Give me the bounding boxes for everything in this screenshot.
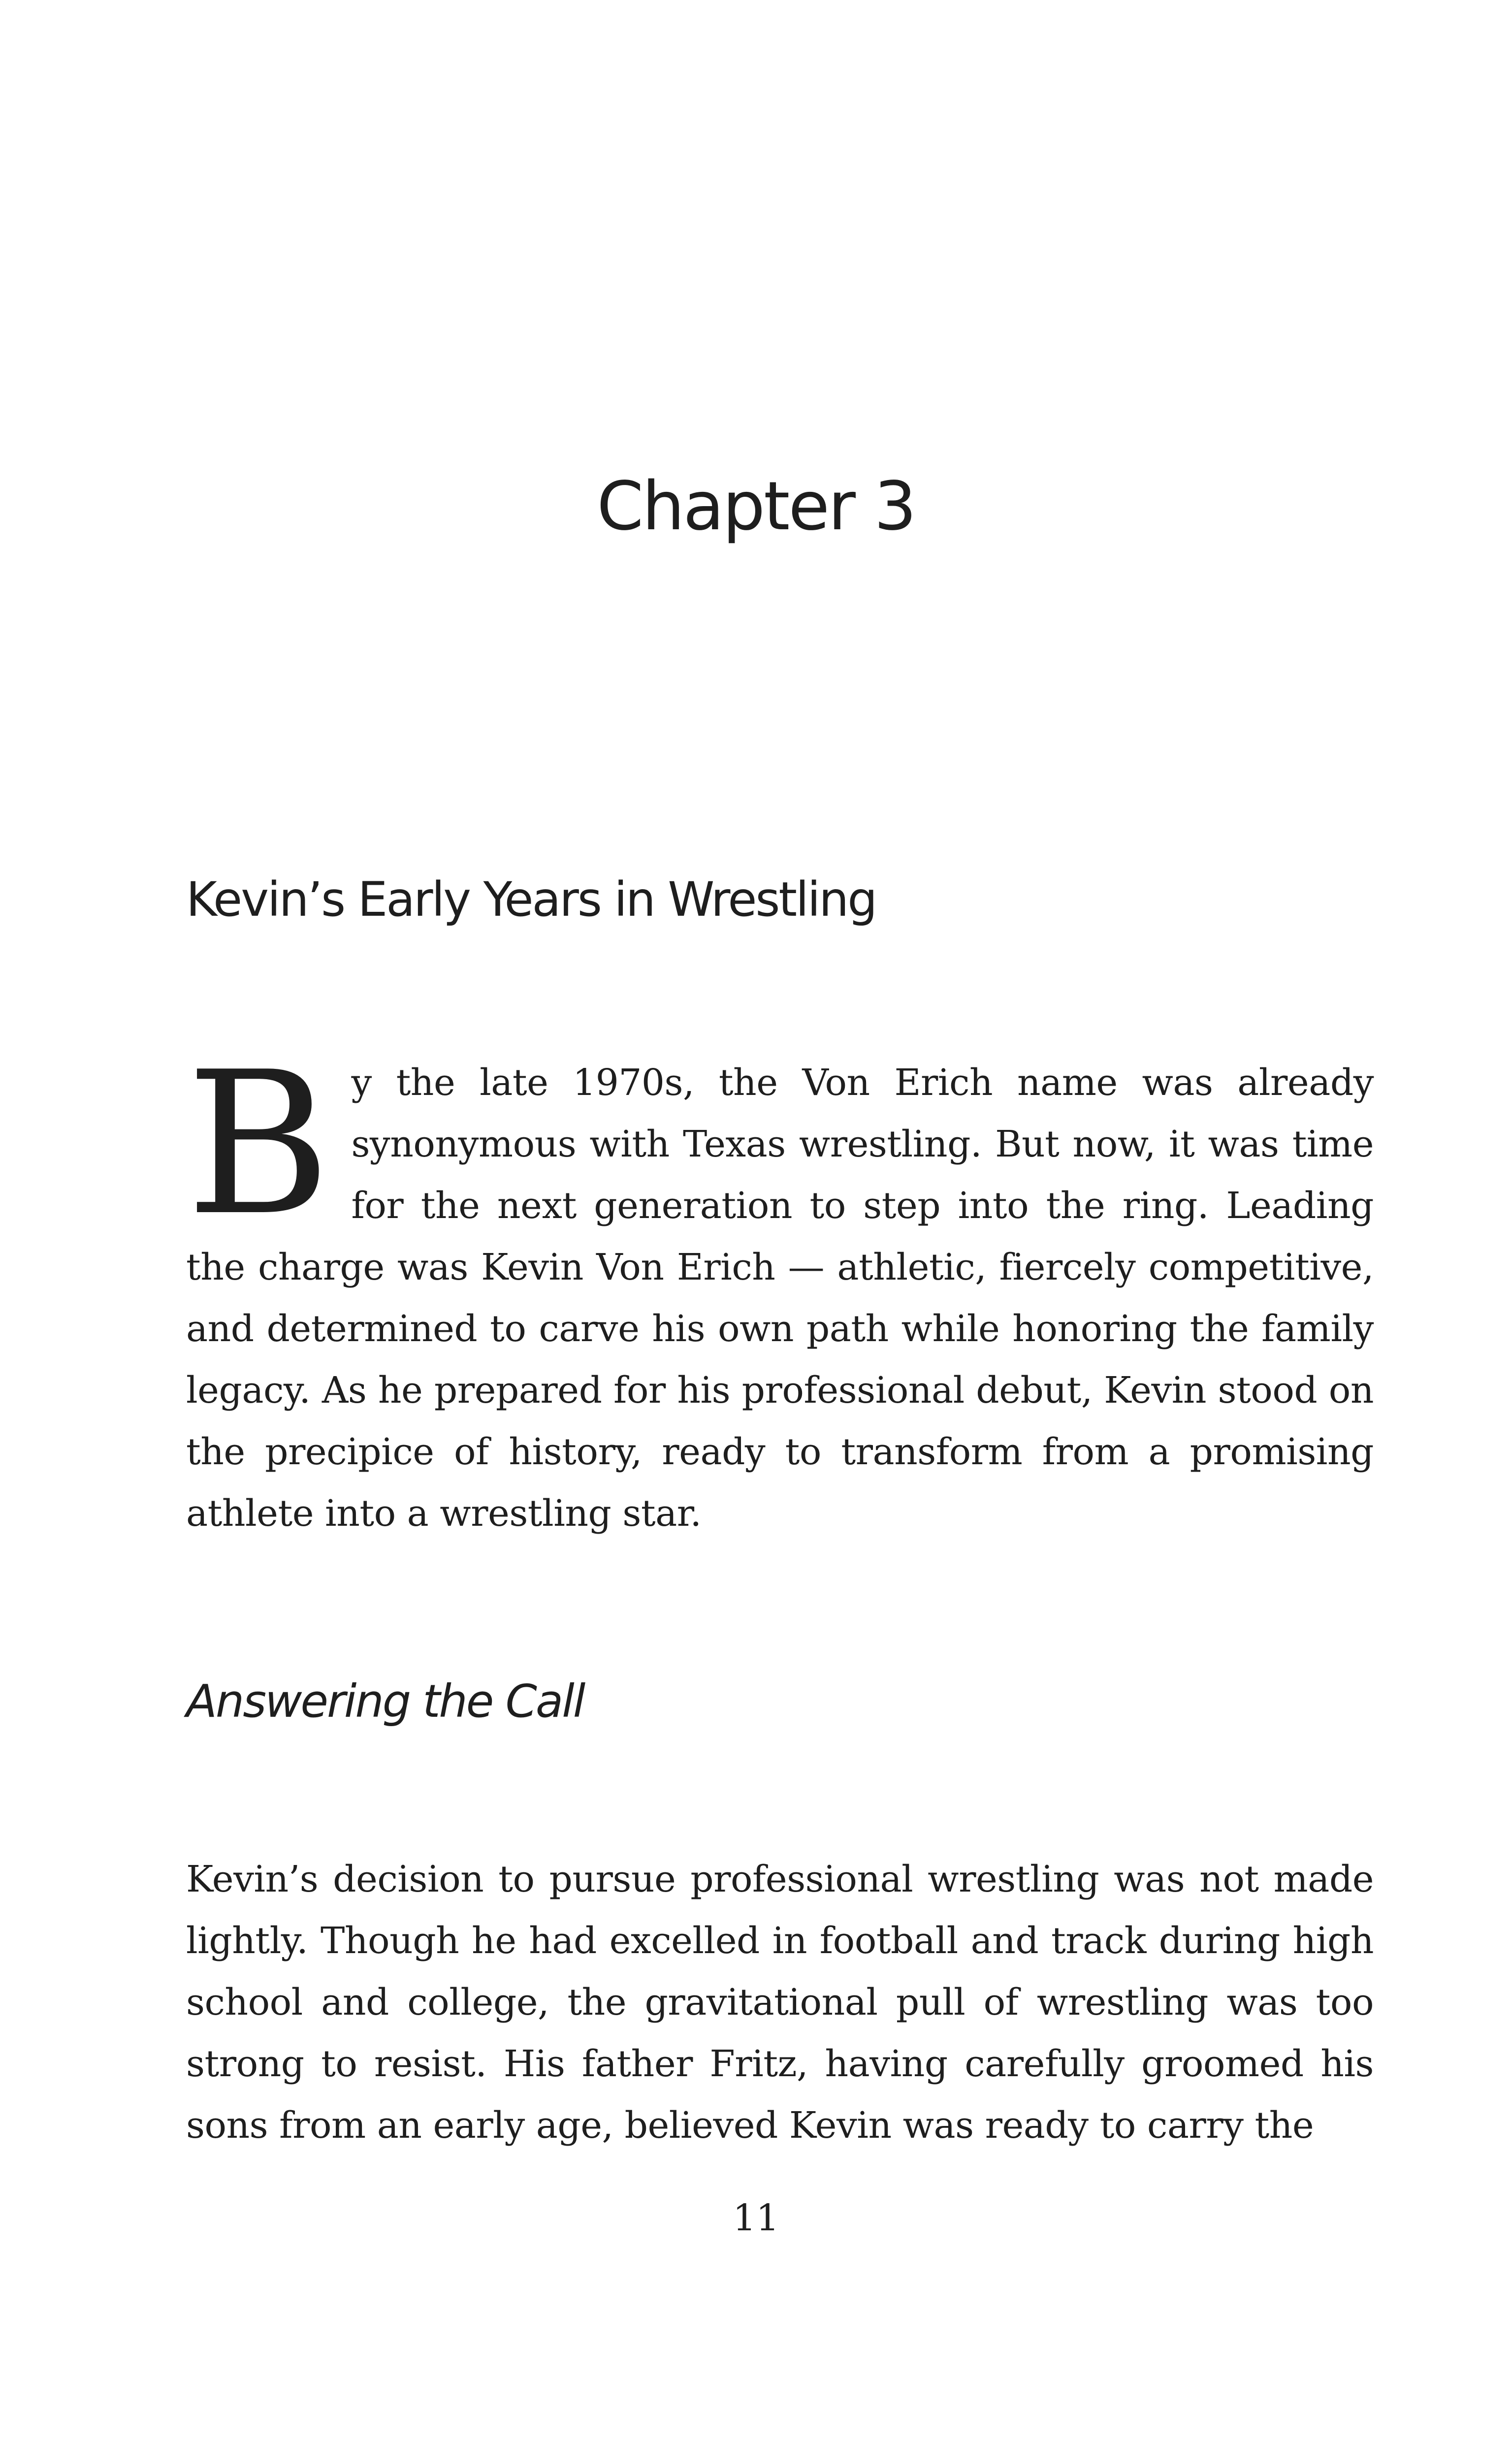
drop-cap: B [186,1030,331,1259]
chapter-title: Chapter 3 [597,468,915,546]
page-number: 11 [733,2197,779,2239]
section-heading: Kevin’s Early Years in Wrestling [186,872,876,927]
body-paragraph: Kevin’s decision to pursue professional wrestling was not made lightly. Though he had excelled in football and track during high school and college, the gravitational pull of wrestling was too strong to resist. His father Fritz, having carefully groomed his sons from an early age, believed Kevin was ready to carry the [186,1858,1374,2147]
opening-paragraph [186,1030,1374,1544]
subsection-heading: Answering the Call [186,1675,584,1728]
opening-paragraph-text: y the late 1970s, the Von Erich name was already synonymous with Texas wrestling. But now, it was time for the next generation to step into the ring. Leading the charge was Kevin Von Erich — athletic, fiercely competitive, and determined to carve his own path while honoring the family legacy. As he prepared for his professional debut, Kevin stood on the precipice of history, ready to transform from a promising athlete into a wrestling star. [186,1061,1374,1535]
